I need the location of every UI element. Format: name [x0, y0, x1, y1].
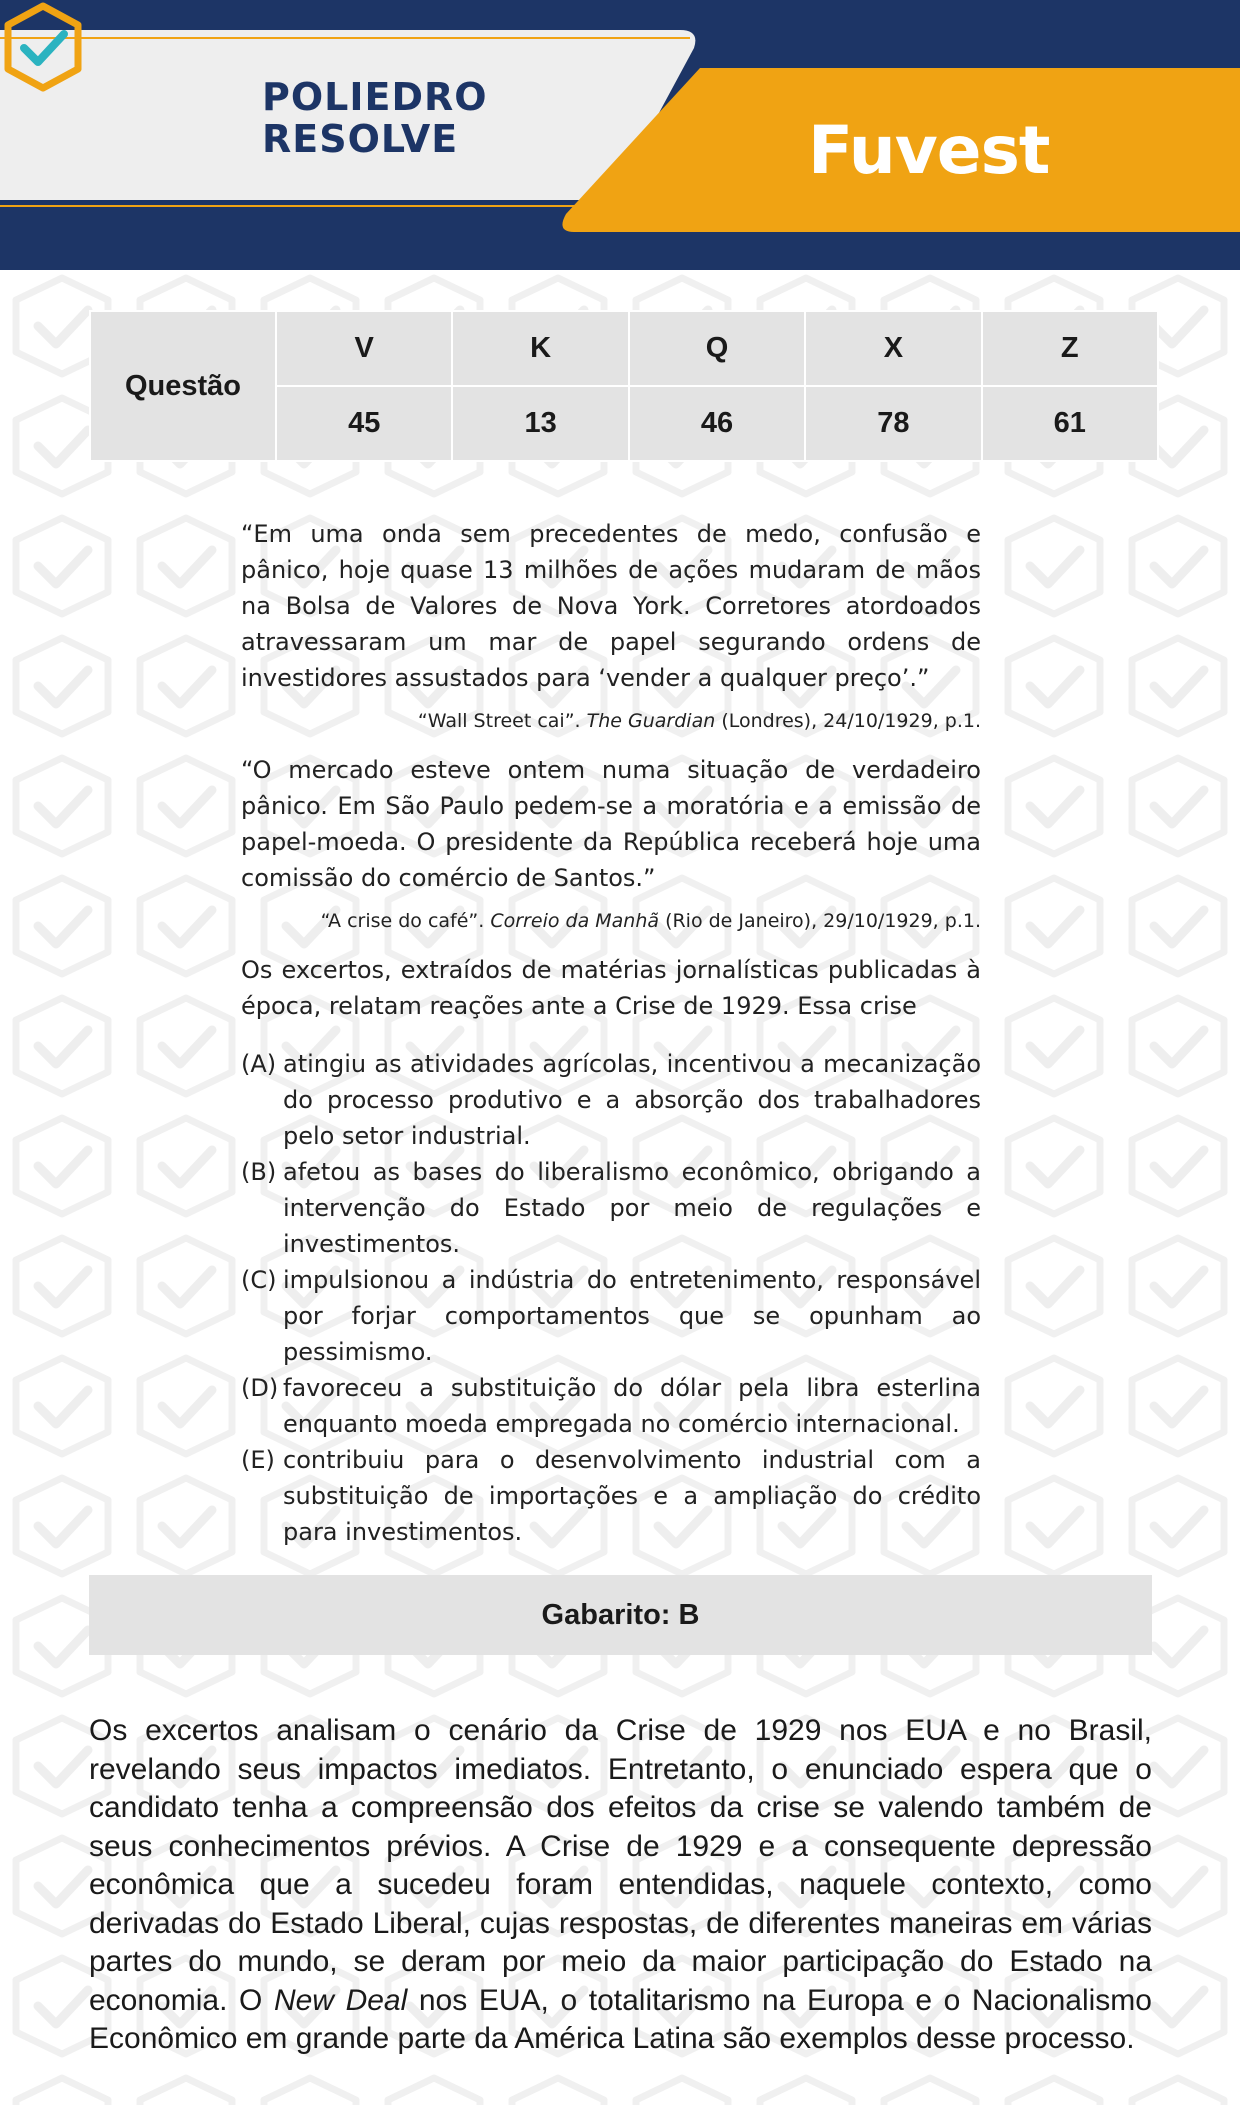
number-cell: 45	[276, 386, 452, 461]
explanation-part-2: nos EUA, o totalitarismo na Europa e o Nacionalismo Econômico em grande parte da América Latina são exemplos desse processo.	[89, 1983, 1152, 2055]
version-cell: Q	[629, 311, 805, 386]
source-details: (Rio de Janeiro), 29/10/1929, p.1.	[665, 910, 981, 932]
excerpt-1: “Em uma onda sem precedentes de medo, confusão e pânico, hoje quase 13 milhões de ações mudaram de mãos na Bolsa de Valores de Nova York. Corretores atordoados atravessaram um mar de papel segurando ordens de investidores assustados para ‘vender a qualquer preço’.”	[241, 520, 981, 692]
brand-line-2: RESOLVE	[262, 117, 459, 161]
number-cell: 46	[629, 386, 805, 461]
option-d	[241, 1370, 981, 1442]
version-cell: V	[276, 311, 452, 386]
option-letter: (D)	[241, 1374, 279, 1402]
option-letter: (E)	[241, 1446, 275, 1474]
option-a	[241, 1046, 981, 1154]
option-letter: (A)	[241, 1050, 277, 1078]
answer-key-label: Gabarito: B	[541, 1598, 700, 1631]
excerpt-1-source	[241, 706, 981, 736]
option-text: contribuiu para o desenvolvimento industrial com a substituição de importações e a ampliação do crédito para investimentos.	[283, 1446, 981, 1546]
table-row	[90, 311, 1158, 386]
source-publication: The Guardian	[586, 710, 716, 732]
version-cell: X	[805, 311, 981, 386]
answer-options	[241, 1046, 981, 1550]
question-body	[241, 516, 981, 1550]
source-publication: Correio da Manhã	[490, 910, 660, 932]
brand-logo-text	[262, 76, 488, 160]
version-cell: K	[452, 311, 628, 386]
option-text: favoreceu a substituição do dólar pela libra esterlina enquanto moeda empregada no comércio internacional.	[283, 1374, 981, 1438]
option-letter: (B)	[241, 1158, 277, 1186]
version-cell: Z	[982, 311, 1158, 386]
source-details: (Londres), 24/10/1929, p.1.	[721, 710, 981, 732]
option-text: impulsionou a indústria do entretenimento, responsável por forjar comportamentos que se opunham ao pessimismo.	[283, 1266, 981, 1366]
source-title: “Wall Street cai”.	[417, 710, 581, 732]
source-title: “A crise do café”.	[320, 910, 485, 932]
question-label: Questão	[90, 311, 276, 461]
option-letter: (C)	[241, 1266, 277, 1294]
excerpt-2: “O mercado esteve ontem numa situação de verdadeiro pânico. Em São Paulo pedem-se a moratória e a emissão de papel-moeda. O presidente da República receberá hoje uma comissão do comércio de Santos.”	[241, 756, 981, 892]
explanation-text	[89, 1712, 1152, 2059]
excerpt-2-source	[241, 906, 981, 936]
option-b	[241, 1154, 981, 1262]
option-text: atingiu as atividades agrícolas, incentivou a mecanização do processo produtivo e a absorção dos trabalhadores pelo setor industrial.	[283, 1050, 981, 1150]
answer-key-box	[89, 1575, 1152, 1655]
option-text: afetou as bases do liberalismo econômico, obrigando a intervenção do Estado por meio de regulações e investimentos.	[283, 1158, 981, 1258]
exam-title: Fuvest	[808, 112, 1050, 189]
question-statement: Os excertos, extraídos de matérias jornalísticas publicadas à época, relatam reações ante a Crise de 1929. Essa crise	[241, 956, 981, 1020]
number-cell: 78	[805, 386, 981, 461]
option-e	[241, 1442, 981, 1550]
brand-line-1: POLIEDRO	[262, 75, 488, 119]
header-banner	[0, 0, 1240, 270]
header-shapes	[0, 0, 1240, 270]
question-table	[89, 310, 1159, 462]
number-cell: 61	[982, 386, 1158, 461]
option-c	[241, 1262, 981, 1370]
check-hexagon-logo-icon	[0, 0, 86, 94]
explanation-part-1: Os excertos analisam o cenário da Crise de 1929 nos EUA e no Brasil, revelando seus impactos imediatos. Entretanto, o enunciado espera que o candidato tenha a compreensão dos efeitos da crise se valendo também de seus conhecimentos prévios. A Crise de 1929 e a consequente depressão econômica que a sucedeu foram entendidas, naquele contexto, como derivadas do Estado Liberal, cujas respostas, de diferentes maneiras em várias partes do mundo, se deram por meio da maior participação do Estado na economia. O	[89, 1714, 1152, 2017]
explanation-italic-term: New Deal	[273, 1983, 408, 2017]
number-cell: 13	[452, 386, 628, 461]
